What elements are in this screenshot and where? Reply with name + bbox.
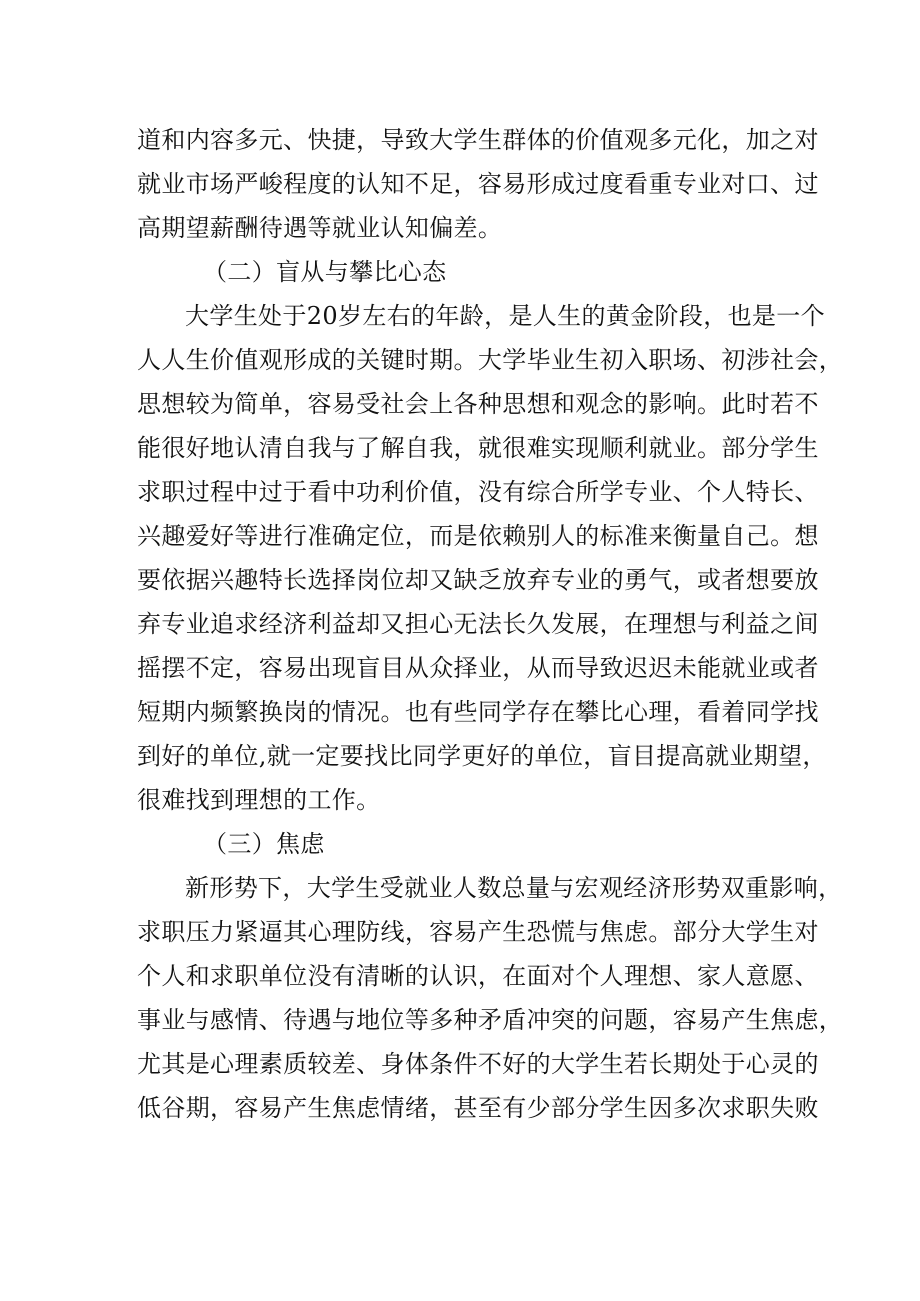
section-heading-2: （二）盲从与攀比心态 [203, 258, 447, 286]
paragraph-1-line-2: 就业市场严峻程度的认知不足，容易形成过度看重专业对口、过 [137, 170, 819, 198]
section-heading-3: （三）焦虑 [203, 830, 325, 858]
paragraph-3-line-4: 事业与感情、待遇与地位等多种矛盾冲突的问题，容易产生焦虑， [137, 1006, 844, 1034]
paragraph-2-line-1: 大学生处于20岁左右的年龄，是人生的黄金阶段，也是一个 [185, 302, 825, 330]
paragraph-2-line-9: 摇摆不定，容易出现盲目从众择业，从而导致迟迟未能就业或者 [137, 654, 819, 682]
paragraph-2-line-4: 能很好地认清自我与了解自我，就很难实现顺利就业。部分学生 [137, 434, 819, 462]
paragraph-2-line-3: 思想较为简单，容易受社会上各种思想和观念的影响。此时若不 [137, 390, 819, 418]
paragraph-3-line-1: 新形势下，大学生受就业人数总量与宏观经济形势双重影响， [185, 874, 843, 902]
paragraph-1-line-3: 高期望薪酬待遇等就业认知偏差。 [137, 214, 503, 242]
paragraph-2-line-7: 要依据兴趣特长选择岗位却又缺乏放弃专业的勇气，或者想要放 [137, 566, 819, 594]
paragraph-3-line-6: 低谷期，容易产生焦虑情绪，甚至有少部分学生因多次求职失败 [137, 1094, 819, 1122]
paragraph-2-line-6: 兴趣爱好等进行准确定位，而是依赖别人的标准来衡量自己。想 [137, 522, 819, 550]
paragraph-3-line-5: 尤其是心理素质较差、身体条件不好的大学生若长期处于心灵的 [137, 1050, 819, 1078]
paragraph-1-line-1: 道和内容多元、快捷，导致大学生群体的价值观多元化，加之对 [137, 126, 819, 154]
paragraph-2-line-5: 求职过程中过于看中功利价值，没有综合所学专业、个人特长、 [137, 478, 819, 506]
paragraph-3-line-3: 个人和求职单位没有清晰的认识，在面对个人理想、家人意愿、 [137, 962, 819, 990]
paragraph-3-line-2: 求职压力紧逼其心理防线，容易产生恐慌与焦虑。部分大学生对 [137, 918, 819, 946]
paragraph-2-line-12: 很难找到理想的工作。 [137, 786, 381, 814]
paragraph-2-line-10: 短期内频繁换岗的情况。也有些同学存在攀比心理，看着同学找 [137, 698, 819, 726]
paragraph-2-line-8: 弃专业追求经济利益却又担心无法长久发展，在理想与利益之间 [137, 610, 819, 638]
paragraph-2-line-2: 人人生价值观形成的关键时期。大学毕业生初入职场、初涉社会， [137, 346, 844, 374]
paragraph-2-line-11: 到好的单位,就一定要找比同学更好的单位，盲目提高就业期望， [137, 742, 827, 770]
